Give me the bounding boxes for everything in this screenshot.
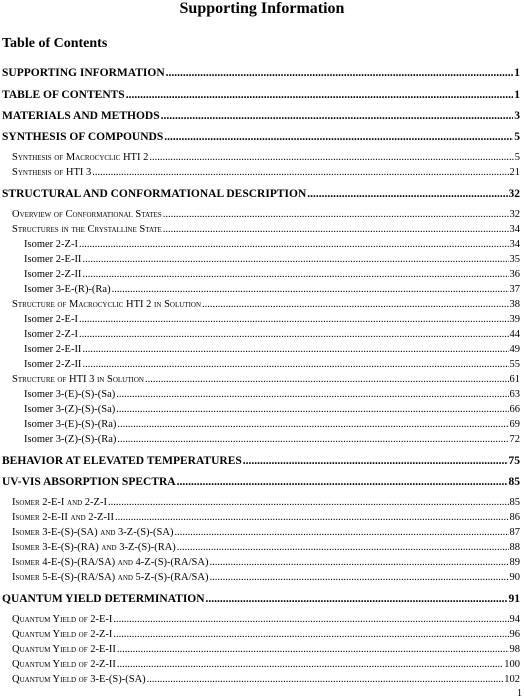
toc-leader-dots (113, 614, 508, 625)
toc-entry[interactable] (24, 284, 520, 299)
toc-leader-dots (82, 359, 508, 370)
toc-entry-label: Isomer 2-E-II (24, 254, 82, 265)
toc-entry-page: 35 (509, 254, 520, 265)
toc-entry-page: 88 (509, 542, 520, 553)
toc-leader-dots (79, 239, 509, 250)
toc-entry-label: Quantum Yield of 2-E-II (12, 644, 116, 655)
toc-entry-label: Quantum Yield of 3-E-(S)-(SA) (12, 674, 146, 685)
toc-entry[interactable] (12, 152, 520, 167)
toc-entry-page: 3 (514, 110, 520, 122)
toc-entry-page: 90 (509, 572, 520, 583)
toc-leader-dots (145, 374, 509, 385)
toc-leader-dots (206, 593, 508, 605)
toc-entry-page: 100 (504, 659, 520, 670)
toc-entry-label: Isomer 2-E-I and 2-Z-I (12, 497, 107, 508)
toc-leader-dots (117, 419, 508, 430)
toc-leader-dots (307, 188, 507, 200)
toc-entry-label: Isomer 2-Z-II (24, 359, 82, 370)
toc-entry[interactable] (24, 434, 520, 449)
toc-entry[interactable] (12, 572, 520, 587)
toc-entry-page: 21 (509, 167, 520, 178)
toc-leader-dots (209, 572, 508, 583)
toc-entry-page: 39 (509, 314, 520, 325)
toc-entry-label: Isomer 2-Z-II (24, 269, 82, 280)
toc-entry-page: 38 (509, 299, 520, 310)
toc-entry-label: MATERIALS AND METHODS (2, 110, 160, 122)
toc-entry-label: Isomer 2-Z-I (24, 239, 78, 250)
toc-leader-dots (82, 344, 508, 355)
toc-leader-dots (117, 434, 508, 445)
toc-leader-dots (202, 299, 508, 310)
toc-entry-label: Quantum Yield of 2-Z-II (12, 659, 116, 670)
toc-entry-label: SUPPORTING INFORMATION (2, 67, 165, 79)
toc-entry[interactable] (12, 299, 520, 314)
toc-entry-label: Isomer 4-E-(S)-(RA/SA) and 4-Z-(S)-(RA/SA) (12, 557, 209, 568)
toc-leader-dots (177, 542, 509, 553)
toc-leader-dots (126, 89, 514, 101)
toc-entry[interactable] (24, 314, 520, 329)
toc-entry-page: 72 (509, 434, 520, 445)
toc-entry[interactable] (12, 644, 520, 659)
toc-heading: Table of Contents (2, 36, 108, 51)
toc-entry[interactable] (12, 167, 520, 182)
toc-entry-label: Structure of Macrocyclic HTI 2 in Solution (12, 299, 202, 310)
toc-entry-page: 55 (509, 359, 520, 370)
toc-leader-dots (82, 254, 508, 265)
toc-leader-dots (163, 224, 509, 235)
toc-entry-label: Overview of Conformational States (12, 209, 162, 220)
toc-entry[interactable] (12, 374, 520, 389)
toc-entry-page: 85 (509, 497, 520, 508)
toc-entry[interactable] (12, 629, 520, 644)
toc-leader-dots (115, 512, 509, 523)
toc-entry-label: Isomer 3-(Z)-(S)-(Sa) (24, 404, 116, 415)
toc-entry[interactable] (2, 131, 520, 146)
toc-entry-page: 75 (508, 455, 520, 467)
toc-entry[interactable] (24, 404, 520, 419)
toc-entry[interactable] (12, 497, 520, 512)
toc-entry-label: UV-VIS ABSORPTION SPECTRA (2, 476, 176, 488)
toc-leader-dots (161, 110, 514, 122)
toc-entry-page: 32 (509, 209, 520, 220)
toc-entry-page: 61 (509, 374, 520, 385)
toc-entry-page: 66 (509, 404, 520, 415)
toc-entry-label: Isomer 2-E-II and 2-Z-II (12, 512, 114, 523)
toc-entry-page: 34 (509, 239, 520, 250)
toc-entry-page: 34 (509, 224, 520, 235)
toc-entry-page: 5 (514, 152, 520, 163)
toc-entry-page: 32 (508, 188, 520, 200)
toc-entry-label: Quantum Yield of 2-E-I (12, 614, 113, 625)
toc-entry-page: 37 (509, 284, 520, 295)
document-title: Supporting Information (179, 0, 345, 17)
toc-entry-label: Structure of HTI 3 in Solution (12, 374, 144, 385)
toc-entry-page: 1 (514, 89, 520, 101)
toc-leader-dots (112, 284, 509, 295)
toc-entry-label: Synthesis of Macrocyclic HTI 2 (12, 152, 149, 163)
toc-entry[interactable] (12, 512, 520, 527)
toc-entry-page: 89 (509, 557, 520, 568)
toc-entry[interactable] (2, 188, 520, 203)
toc-entry[interactable] (12, 557, 520, 572)
toc-entry[interactable] (12, 659, 520, 674)
toc-entry[interactable] (24, 389, 520, 404)
toc-entry-label: Synthesis of HTI 3 (12, 167, 92, 178)
toc-entry[interactable] (12, 209, 520, 224)
toc-entry-page: 49 (509, 344, 520, 355)
toc-leader-dots (243, 455, 508, 467)
toc-entry-page: 1 (514, 67, 520, 79)
toc-entry-label: BEHAVIOR AT ELEVATED TEMPERATURES (2, 455, 242, 467)
toc-leader-dots (164, 131, 513, 143)
toc-leader-dots (116, 389, 508, 400)
toc-entry[interactable] (24, 254, 520, 269)
toc-leader-dots (209, 557, 508, 568)
toc-entry-page: 96 (509, 629, 520, 640)
toc-entry[interactable] (2, 593, 520, 608)
toc-entry-label: Isomer 2-E-I (24, 314, 78, 325)
toc-leader-dots (149, 152, 513, 163)
toc-entry-label: Isomer 3-E-(S)-(SA) and 3-Z-(S)-(SA) (12, 527, 174, 538)
toc-entry-page: 87 (509, 527, 520, 538)
toc-entry-label: Isomer 2-E-II (24, 344, 82, 355)
toc-entry-page: 102 (504, 674, 520, 685)
toc-entry[interactable] (24, 344, 520, 359)
toc-entry-page: 86 (509, 512, 520, 523)
toc-entry-page: 36 (509, 269, 520, 280)
toc-entry[interactable] (2, 67, 520, 82)
toc-entry[interactable] (2, 455, 520, 470)
toc-entry-label: Isomer 3-(E)-(S)-(Ra) (24, 419, 117, 430)
toc-entry[interactable] (2, 110, 520, 125)
toc-leader-dots (163, 209, 509, 220)
toc-leader-dots (117, 659, 503, 670)
toc-entry-page: 44 (509, 329, 520, 340)
toc-entry[interactable] (12, 542, 520, 557)
toc-entry[interactable] (2, 89, 520, 104)
toc-entry-label: Isomer 3-E-(R)-(Ra) (24, 284, 111, 295)
toc-leader-dots (177, 476, 508, 488)
toc-leader-dots (108, 497, 509, 508)
toc-leader-dots (117, 644, 509, 655)
toc-entry-label: Quantum Yield of 2-Z-I (12, 629, 113, 640)
toc-entry-label: QUANTUM YIELD DETERMINATION (2, 593, 205, 605)
toc-entry-label: Isomer 3-(E)-(S)-(Sa) (24, 389, 116, 400)
toc-leader-dots (82, 269, 508, 280)
toc-entry-page: 91 (508, 593, 520, 605)
toc-entry[interactable] (24, 269, 520, 284)
toc-entry-label: Isomer 3-(Z)-(S)-(Ra) (24, 434, 117, 445)
toc-entry-label: Structures in the Crystalline State (12, 224, 162, 235)
toc-entry[interactable] (12, 224, 520, 239)
toc-leader-dots (116, 404, 508, 415)
toc-leader-dots (166, 67, 514, 79)
toc-leader-dots (92, 167, 508, 178)
toc-entry-label: STRUCTURAL AND CONFORMATIONAL DESCRIPTION (2, 188, 307, 200)
toc-leader-dots (147, 674, 504, 685)
toc-entry[interactable] (12, 674, 520, 689)
toc-entry-page: 63 (509, 389, 520, 400)
toc-entry-label: SYNTHESIS OF COMPOUNDS (2, 131, 164, 143)
toc-leader-dots (174, 527, 508, 538)
page-number: 1 (517, 688, 522, 699)
toc-entry[interactable] (24, 419, 520, 434)
toc-entry-label: TABLE OF CONTENTS (2, 89, 125, 101)
toc-entry-label: Isomer 2-Z-I (24, 329, 78, 340)
toc-leader-dots (113, 629, 508, 640)
toc-entry[interactable] (2, 476, 520, 491)
toc-entry-page: 5 (514, 131, 520, 143)
toc-leader-dots (79, 329, 509, 340)
toc-entry-page: 85 (508, 476, 520, 488)
toc-entry[interactable] (12, 527, 520, 542)
toc-entry-page: 69 (509, 419, 520, 430)
toc-leader-dots (79, 314, 509, 325)
toc-entry-page: 98 (509, 644, 520, 655)
toc-entry[interactable] (24, 329, 520, 344)
toc-entry-page: 94 (509, 614, 520, 625)
toc-entry-label: Isomer 5-E-(S)-(RA/SA) and 5-Z-(S)-(RA/SA) (12, 572, 209, 583)
toc-entry[interactable] (12, 614, 520, 629)
toc-entry[interactable] (24, 359, 520, 374)
toc-entry-label: Isomer 3-E-(S)-(RA) and 3-Z-(S)-(RA) (12, 542, 176, 553)
toc-entry[interactable] (24, 239, 520, 254)
